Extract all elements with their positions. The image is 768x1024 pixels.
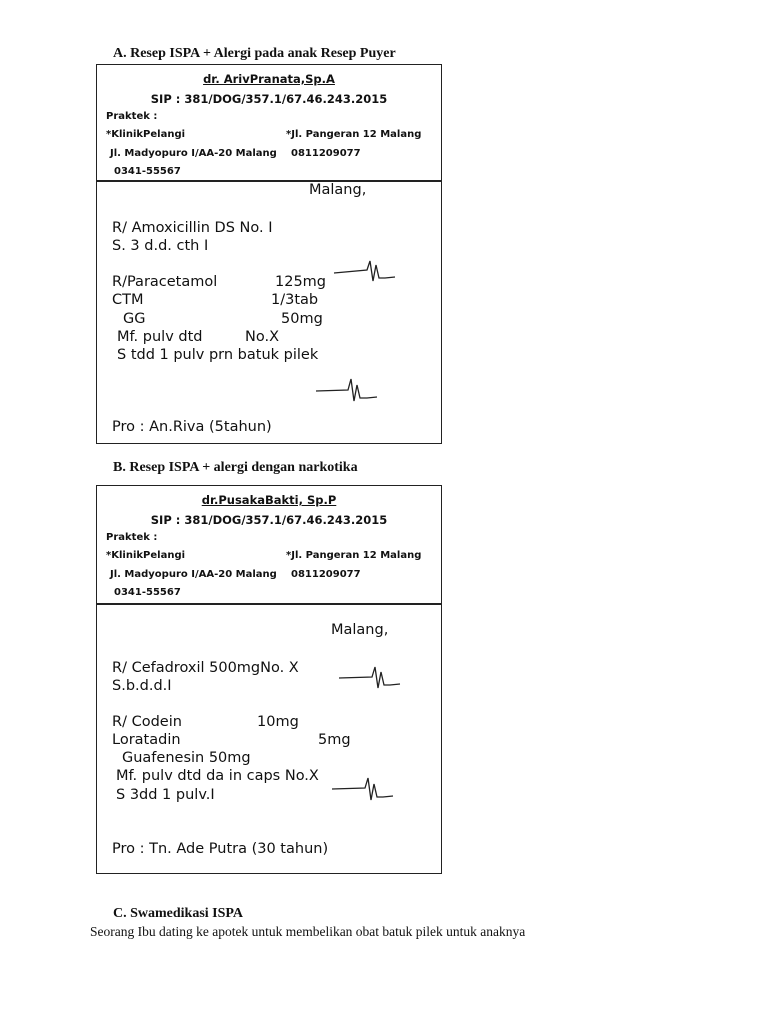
- rx-line: Mf. pulv dtd: [117, 329, 203, 345]
- paraf-signature-icon: [333, 257, 397, 285]
- praktek-label: Praktek :: [106, 532, 158, 543]
- paraf-signature-icon: [338, 662, 402, 692]
- rx-line: Loratadin: [112, 732, 181, 748]
- paraf-signature-icon: [315, 375, 379, 405]
- city-label: Malang,: [331, 622, 389, 638]
- rx-dose: 1/3tab: [271, 292, 319, 308]
- rx-line: R/ Cefadroxil 500mgNo. X: [112, 660, 299, 676]
- rx-line: R/ Amoxicillin DS No. I: [112, 220, 273, 236]
- rx-line: S.b.d.d.I: [112, 678, 172, 694]
- prescription-b-letterhead: [97, 486, 441, 605]
- section-a-heading: A. Resep ISPA + Alergi pada anak Resep Puyer: [113, 46, 396, 61]
- clinic-phone: 0341-55567: [114, 587, 181, 598]
- doctor-name: dr.PusakaBakti, Sp.P: [201, 493, 337, 507]
- rx-line: S tdd 1 pulv prn batuk pilek: [117, 347, 319, 363]
- second-phone: 0811209077: [291, 569, 361, 580]
- rx-dose: No.X: [245, 329, 280, 345]
- rx-line: CTM: [112, 292, 144, 308]
- clinic-phone: 0341-55567: [114, 166, 181, 177]
- second-phone: 0811209077: [291, 148, 361, 159]
- sip-number: SIP : 381/DOG/357.1/67.46.243.2015: [150, 513, 388, 527]
- city-label: Malang,: [309, 182, 367, 198]
- rx-dose: 50mg: [281, 311, 323, 327]
- doctor-name: dr. ArivPranata,Sp.A: [203, 72, 335, 86]
- second-address: *Jl. Pangeran 12 Malang: [286, 129, 422, 140]
- rx-line: S. 3 d.d. cth I: [112, 238, 209, 254]
- clinic-address: Jl. Madyopuro I/AA-20 Malang: [110, 569, 277, 580]
- rx-dose: 5mg: [318, 732, 351, 748]
- rx-line: GG: [123, 311, 146, 327]
- sip-number: SIP : 381/DOG/357.1/67.46.243.2015: [150, 92, 388, 106]
- clinic-address: Jl. Madyopuro I/AA-20 Malang: [110, 148, 277, 159]
- paraf-signature-icon: [331, 774, 395, 804]
- prescription-b: [96, 485, 442, 874]
- rx-line: Mf. pulv dtd da in caps No.X: [116, 768, 319, 784]
- second-address: *Jl. Pangeran 12 Malang: [286, 550, 422, 561]
- rx-line: R/Paracetamol: [112, 274, 218, 290]
- rx-line: Guafenesin 50mg: [122, 750, 251, 766]
- section-c-text: Seorang Ibu dating ke apotek untuk membelikan obat batuk pilek untuk anaknya: [90, 924, 526, 939]
- prescription-a-letterhead: [97, 65, 441, 182]
- praktek-label: Praktek :: [106, 111, 158, 122]
- patient-label: Pro : Tn. Ade Putra (30 tahun): [112, 841, 329, 857]
- section-b-heading: B. Resep ISPA + alergi dengan narkotika: [113, 460, 358, 475]
- rx-line: S 3dd 1 pulv.I: [116, 787, 215, 803]
- clinic-name: *KlinikPelangi: [106, 129, 186, 140]
- rx-line: R/ Codein: [112, 714, 182, 730]
- rx-dose: 125mg: [275, 274, 327, 290]
- section-c-heading: C. Swamedikasi ISPA: [113, 906, 244, 921]
- patient-label: Pro : An.Riva (5tahun): [112, 419, 272, 435]
- clinic-name: *KlinikPelangi: [106, 550, 186, 561]
- prescription-a: [96, 64, 442, 444]
- rx-dose: 10mg: [257, 714, 299, 730]
